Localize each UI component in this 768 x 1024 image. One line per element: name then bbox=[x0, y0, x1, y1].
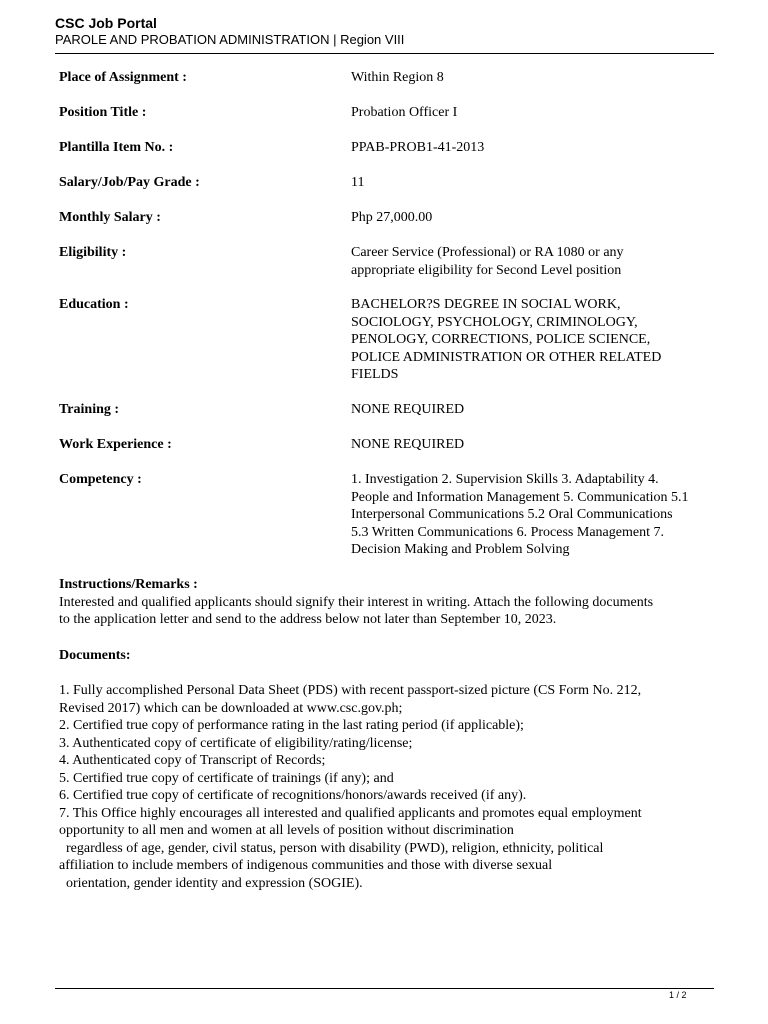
documents-section bbox=[59, 647, 719, 892]
footer-divider bbox=[55, 988, 714, 989]
document-line: regardless of age, gender, civil status, person with disability (PWD), religion, ethnicity, political bbox=[59, 840, 604, 856]
field-label: Work Experience : bbox=[59, 437, 172, 452]
document-line: 6. Certified true copy of certificate of recognitions/honors/awards received (if any). bbox=[59, 788, 527, 803]
document-line: Revised 2017) which can be downloaded at www.csc.gov.ph; bbox=[59, 700, 403, 716]
field-work-experience bbox=[59, 436, 719, 471]
document-line: 4. Authenticated copy of Transcript of Records; bbox=[59, 753, 326, 768]
field-label: Education : bbox=[59, 297, 129, 312]
instructions-line: to the application letter and send to the address below not later than September 10, 2023. bbox=[59, 612, 557, 627]
field-label: Salary/Job/Pay Grade : bbox=[59, 175, 200, 190]
job-details bbox=[59, 69, 719, 576]
header-divider bbox=[55, 53, 714, 54]
field-place-of-assignment bbox=[59, 69, 719, 104]
document-line: opportunity to all men and women at all levels of position without discrimination bbox=[59, 823, 514, 838]
instructions-line: Interested and qualified applicants should signify their interest in writing. Attach the following documents bbox=[59, 594, 654, 610]
document-line: 2. Certified true copy of performance rating in the last rating period (if applicable); bbox=[59, 718, 524, 733]
field-value: BACHELOR?S DEGREE IN SOCIAL WORK, SOCIOLOGY, PSYCHOLOGY, CRIMINOLOGY, PENOLOGY, CORRECTIONS, POLICE SCIENCE, POLICE ADMINISTRATION OR OTHER RELATED FIELDS bbox=[351, 297, 662, 382]
field-value: Php 27,000.00 bbox=[351, 210, 433, 225]
instructions-section bbox=[59, 576, 719, 629]
document-line: affiliation to include members of indigenous communities and those with diverse sexual bbox=[59, 858, 553, 873]
document-header bbox=[55, 15, 714, 48]
document-line: 3. Authenticated copy of certificate of eligibility/rating/license; bbox=[59, 735, 413, 751]
field-competency bbox=[59, 471, 719, 576]
page-number: 1 / 2 bbox=[669, 990, 687, 1000]
field-plantilla-item bbox=[59, 139, 719, 174]
field-label: Training : bbox=[59, 402, 120, 417]
field-position-title bbox=[59, 104, 719, 139]
field-value: Probation Officer I bbox=[351, 105, 458, 120]
field-value: 1. Investigation 2. Supervision Skills 3. Adaptability 4. People and Information Management 5. Communication 5.1 Interpersonal Communications 5.2 Oral Communications 5.3 Written Communications 6. Process Management 7. Decision Making and Problem Solving bbox=[351, 472, 689, 557]
field-value: Within Region 8 bbox=[351, 70, 444, 85]
document-line: 1. Fully accomplished Personal Data Sheet (PDS) with recent passport-sized picture (CS Form No. 212, bbox=[59, 683, 642, 698]
documents-heading: Documents: bbox=[59, 648, 131, 663]
field-value: NONE REQUIRED bbox=[351, 437, 465, 452]
field-value: PPAB-PROB1-41-2013 bbox=[351, 140, 485, 155]
portal-title: CSC Job Portal bbox=[55, 15, 157, 31]
field-salary-grade bbox=[59, 174, 719, 209]
field-label: Eligibility : bbox=[59, 245, 127, 260]
agency-subtitle: PAROLE AND PROBATION ADMINISTRATION | Region VIII bbox=[55, 32, 405, 47]
field-value: Career Service (Professional) or RA 1080 or any appropriate eligibility for Second Level position bbox=[351, 245, 624, 278]
document-line: orientation, gender identity and expression (SOGIE). bbox=[59, 875, 363, 891]
field-monthly-salary bbox=[59, 209, 719, 244]
field-education bbox=[59, 296, 719, 401]
document-line: 7. This Office highly encourages all interested and qualified applicants and promotes equal employment bbox=[59, 805, 642, 821]
field-label: Position Title : bbox=[59, 105, 147, 120]
field-label: Place of Assignment : bbox=[59, 70, 187, 85]
field-eligibility bbox=[59, 244, 719, 296]
field-training bbox=[59, 401, 719, 436]
field-value: NONE REQUIRED bbox=[351, 402, 465, 417]
documents-list bbox=[59, 682, 719, 892]
field-label: Competency : bbox=[59, 472, 142, 487]
instructions-heading: Instructions/Remarks : bbox=[59, 577, 198, 592]
document-line: 5. Certified true copy of certificate of trainings (if any); and bbox=[59, 770, 394, 786]
field-label: Plantilla Item No. : bbox=[59, 140, 174, 155]
field-value: 11 bbox=[351, 175, 365, 190]
field-label: Monthly Salary : bbox=[59, 210, 161, 225]
